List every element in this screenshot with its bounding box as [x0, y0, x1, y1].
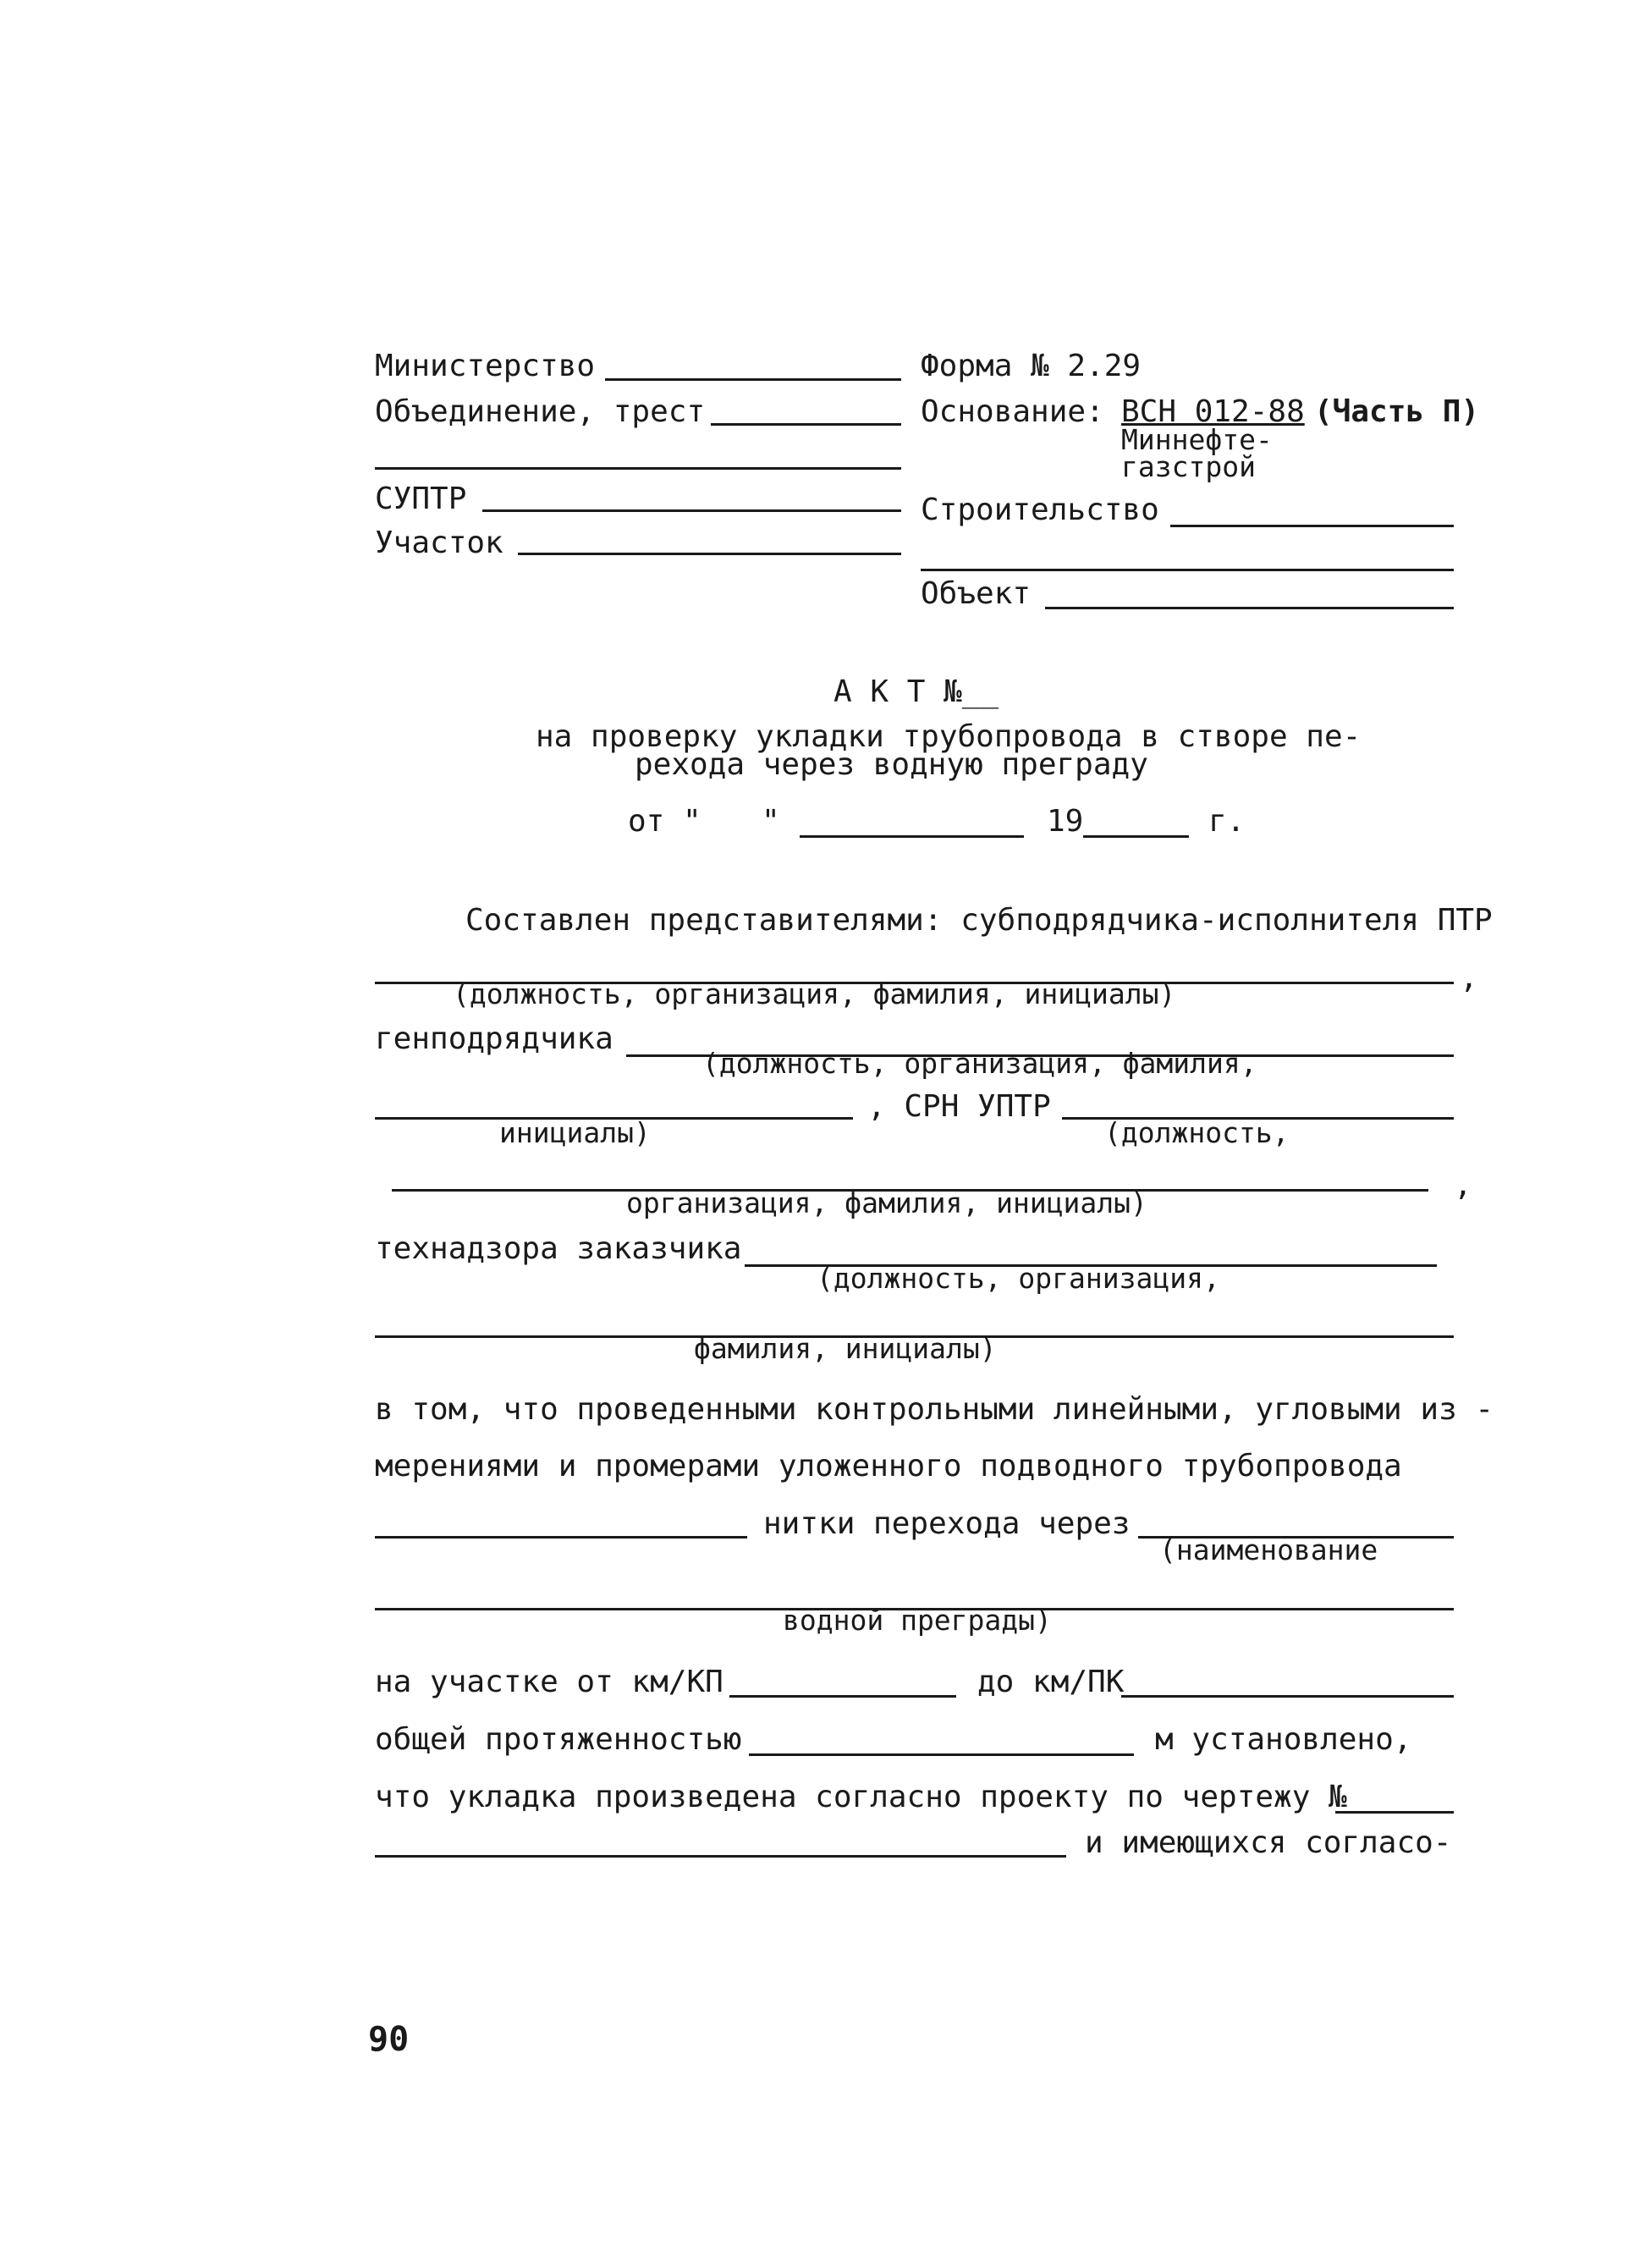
- laying-done-text: что укладка произведена согласно проекту по чертежу №: [375, 1780, 1347, 1814]
- date-from: от ": [628, 804, 701, 839]
- text-line-2: мерениями и промерами уложенного подводного трубопровода: [375, 1449, 1402, 1484]
- construction-label: Строительство: [921, 493, 1159, 527]
- total-length-field-line[interactable]: [749, 1753, 1134, 1756]
- caption-water-barrier: водной преграды): [783, 1604, 1052, 1637]
- date-year-line[interactable]: [1083, 835, 1189, 838]
- general-contractor-label: генподрядчика: [375, 1021, 613, 1056]
- to-km-label: до км/ПК: [977, 1665, 1125, 1699]
- and-agreed-text: и имеющихся согласо-: [1085, 1825, 1452, 1860]
- caption-name-of: (наименование: [1159, 1533, 1378, 1566]
- and-established-label: м установлено,: [1155, 1722, 1412, 1757]
- suptr-field-line[interactable]: [482, 509, 901, 512]
- thread-crossing-label: нитки перехода через: [763, 1506, 1131, 1541]
- caption-position-org-name: (должность, организация, фамилия,: [702, 1047, 1257, 1080]
- object-field-line[interactable]: [1045, 607, 1454, 609]
- construction-field-line[interactable]: [1170, 525, 1454, 527]
- form-number: Форма № 2.29: [921, 349, 1142, 383]
- section-label: Участок: [375, 526, 503, 560]
- comma-2: ,: [1454, 1168, 1472, 1203]
- drawing-number-field-line[interactable]: [1335, 1811, 1454, 1814]
- date-month-line[interactable]: [800, 835, 1024, 838]
- section-from-label: на участке от км/КП: [375, 1665, 723, 1699]
- basis-label: Основание:: [921, 394, 1104, 429]
- construction-extra-line[interactable]: [921, 569, 1454, 571]
- date-suffix: г.: [1208, 804, 1246, 839]
- thread-field-line[interactable]: [375, 1536, 747, 1539]
- technical-supervision-label: технадзора заказчика: [375, 1231, 742, 1266]
- text-line-1: в том, что проведенными контрольными линейными, угловыми из -: [375, 1392, 1494, 1427]
- km-to-field-line[interactable]: [1121, 1695, 1454, 1698]
- ministry-label: Министерство: [375, 349, 596, 383]
- comma-1: ,: [1460, 961, 1478, 995]
- page-number: 90: [368, 2020, 410, 2059]
- basis-part: (Часть П): [1314, 394, 1480, 429]
- date-quote: ": [762, 804, 780, 839]
- basis-org-line2: газстрой: [1121, 450, 1256, 483]
- act-subtitle-line2: рехода через водную преграду: [635, 747, 1148, 782]
- composed-by-text: Составлен представителями: субподрядчика-исполнителя ПТР: [465, 903, 1493, 938]
- suptr-label: СУПТР: [375, 482, 467, 516]
- act-title: А К Т №__: [834, 674, 999, 709]
- act-subtitle-line1: на проверку укладки трубопровода в створе пе-: [536, 719, 1362, 754]
- ministry-field-line[interactable]: [605, 378, 901, 381]
- caption-org-name-initials: организация, фамилия, инициалы): [626, 1186, 1147, 1219]
- agreements-field-line[interactable]: [375, 1855, 1066, 1858]
- association-extra-line[interactable]: [375, 467, 901, 470]
- total-length-label: общей протяженностью: [375, 1722, 742, 1757]
- srn-uptr-label: , СРН УПТР: [867, 1089, 1051, 1124]
- basis-document: ВСН 012-88: [1121, 394, 1305, 429]
- km-from-field-line[interactable]: [729, 1695, 956, 1698]
- caption-position-full: (должность, организация, фамилия, инициалы): [453, 977, 1176, 1010]
- association-label: Объединение, трест: [375, 394, 706, 429]
- section-field-line[interactable]: [518, 553, 901, 555]
- caption-position-org: (должность, организация,: [817, 1262, 1220, 1295]
- date-year-prefix: 19: [1047, 804, 1084, 839]
- basis-org-line1: Миннефте-: [1121, 423, 1273, 456]
- object-label: Объект: [921, 576, 1032, 611]
- caption-position: (должность,: [1104, 1116, 1290, 1149]
- caption-initials: инициалы): [499, 1116, 651, 1149]
- association-field-line[interactable]: [711, 423, 901, 426]
- caption-name-initials: фамилия, инициалы): [694, 1332, 997, 1365]
